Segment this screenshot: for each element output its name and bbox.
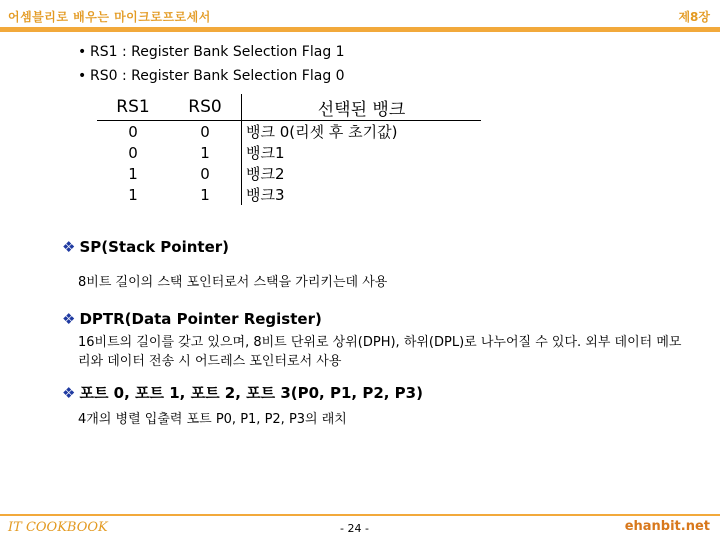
section-title: SP(Stack Pointer): [79, 238, 230, 256]
page-number: - 24 -: [340, 522, 369, 535]
chapter-label: 제8장: [678, 10, 710, 24]
column-header-rs0: RS0: [169, 94, 242, 121]
table-cell: 0: [128, 122, 138, 141]
table-cell: 뱅크3: [246, 186, 285, 204]
table-cell: 0: [169, 163, 242, 184]
column-header-selected-bank: 선택된 뱅크: [242, 94, 482, 121]
table-cell: 뱅크 0(리셋 후 초기값): [246, 123, 398, 141]
section-dptr-heading: [62, 310, 322, 328]
table-cell: 1: [128, 164, 138, 183]
table-cell: 0: [169, 121, 242, 143]
footer-divider: [0, 514, 720, 516]
footer-series-label: IT COOKBOOK: [8, 520, 108, 535]
header-divider: [0, 27, 720, 32]
table-cell: 뱅크2: [246, 165, 285, 183]
bullet-icon: •: [78, 44, 87, 60]
footer-site-label: ehanbit.net: [624, 519, 710, 534]
section-ports-description: 4개의 병렬 입출력 포트 P0, P1, P2, P3의 래치: [78, 412, 347, 427]
table-cell: 1: [169, 142, 242, 163]
flag-text: RS0 : Register Bank Selection Flag 0: [90, 68, 345, 84]
flag-text: RS1 : Register Bank Selection Flag 1: [90, 44, 345, 60]
section-title: DPTR(Data Pointer Register): [79, 310, 322, 328]
table-cell: 1: [169, 184, 242, 205]
register-bank-table: [97, 94, 481, 205]
bullet-icon: •: [78, 68, 87, 84]
table-row: [97, 121, 481, 143]
table-row: [97, 142, 481, 163]
table-header-row: [97, 94, 481, 121]
section-dptr-description: 16비트의 길이를 갖고 있으며, 8비트 단위로 상위(DPH), 하위(DPL)로 나누어질 수 있다. 외부 데이터 메모리와 데이터 전송 시 어드레스 포인터로서 사용: [78, 335, 682, 369]
diamond-bullet-icon: ❖: [62, 238, 76, 256]
section-title: 포트 0, 포트 1, 포트 2, 포트 3(P0, P1, P2, P3): [79, 384, 423, 402]
section-sp-description: 8비트 길이의 스택 포인터로서 스택을 가리키는데 사용: [78, 275, 388, 290]
section-ports-heading: [62, 382, 423, 403]
column-header-rs1: RS1: [97, 94, 169, 121]
diamond-bullet-icon: ❖: [62, 384, 76, 402]
table-cell: 0: [128, 143, 138, 162]
document-title: 어셈블리로 배우는 마이크로프로세서: [8, 10, 211, 24]
flag-item: [78, 64, 345, 88]
flag-list: [78, 40, 345, 88]
table-cell: 뱅크1: [246, 144, 285, 162]
flag-item: [78, 40, 345, 64]
section-sp-heading: [62, 238, 229, 256]
table-cell: 1: [128, 185, 138, 204]
diamond-bullet-icon: ❖: [62, 310, 76, 328]
table-row: [97, 163, 481, 184]
table-row: [97, 184, 481, 205]
